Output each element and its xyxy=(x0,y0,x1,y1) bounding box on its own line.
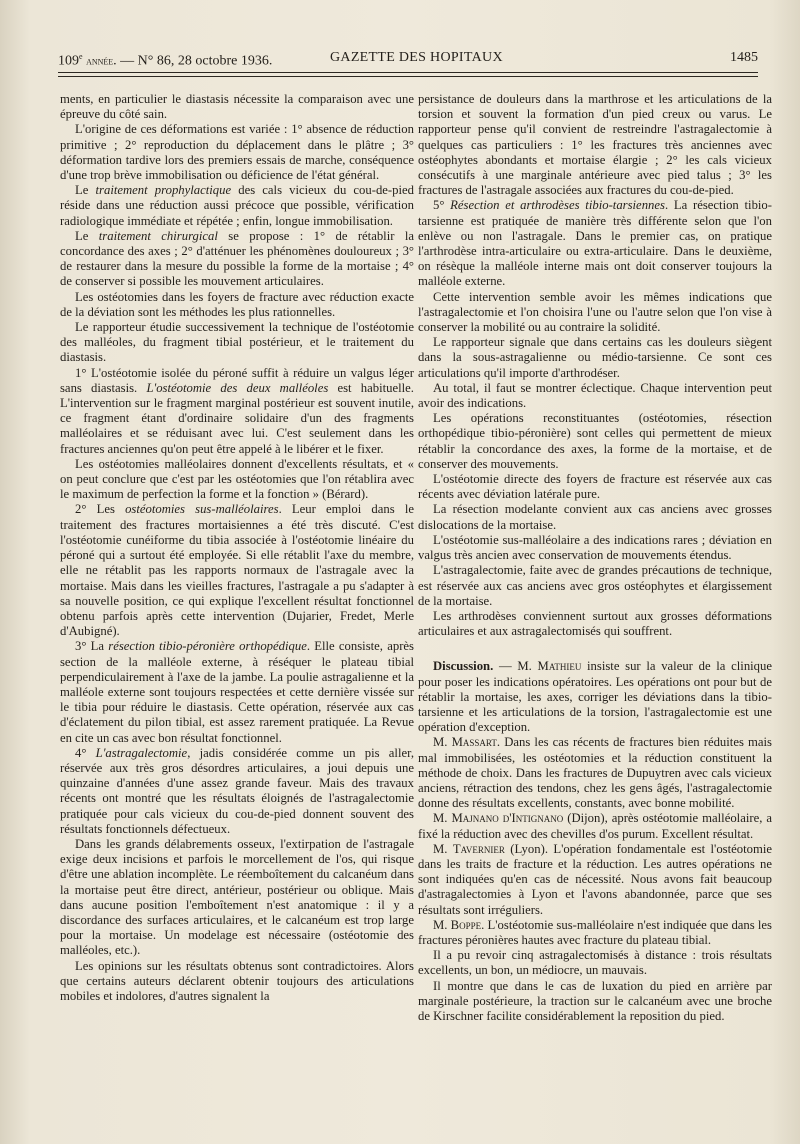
speaker-name: Majnano d'Intignano xyxy=(451,811,564,826)
paragraph: Les arthrodèses conviennent surtout aux grosses déformations articulaires et aux astragalectomisés qui souffrent. xyxy=(418,608,772,639)
paragraph: Cette intervention semble avoir les mêmes indications que l'astragalectomie et l'on choisira l'une ou l'autre selon que l'on vise à conserver la mobilité ou au contraire la solidité. xyxy=(418,289,772,335)
header-rule xyxy=(58,72,758,73)
paragraph: 4° L'astragalectomie, jadis considérée comme un pis aller, réservée aux très gros désordres articulaires, a joui depuis une quinzaine d'années d'une assez grande faveur. Mais des travaux récents ont montré que les résultats éloignés de l'astragalectomie pratiquée pour cals vicieux du cou-de-pied donnent souvent des résultats fonctionnels défectueux. xyxy=(60,745,414,836)
paragraph: 2° Les ostéotomies sus-malléolaires. Leur emploi dans le traitement des fractures mortaisiennes a été très discuté. C'est l'ostéotomie cunéiforme du tibia associée à l'ostéotomie linéaire du péroné qui a surtout été employée. Si elle rétablit l'axe du membre, elle ne rétablit pas les rapports normaux de l'astragale avec la mortaise. Mais dans les vieilles fractures, l'astragale a pu s'adapter à sa nouvelle position, ce qui explique l'excellent résultat fonctionnel obtenu parfois après cette intervention (Dujarier, Fredet, Merle d'Aubigné). xyxy=(60,502,414,639)
paragraph: Dans les grands délabrements osseux, l'extirpation de l'astragale exige deux incisions et parfois le morcellement de l'os, qui risque d'être une ablation incomplète. Le réemboîtement du calcanéum dans la mortaise peut être direct, antérieur, postérieur ou oblique. Mais dans aucune position l'emboîtement n'est anatomique : il y a discordance des surfaces articulaires, et le calcanéum est trop large pour la mortaise. Un modelage est nécessaire (ostéotomie des malléoles, etc.). xyxy=(60,836,414,958)
speaker-name: Boppe xyxy=(450,917,482,932)
discussion-paragraph: Il a pu revoir cinq astragalectomisés à distance : trois résultats excellents, un bon, un médiocre, un mauvais. xyxy=(418,948,772,978)
paragraph: L'origine de ces déformations est variée : 1° absence de réduction primitive ; 2° reproduction du déplacement dans le plâtre ; 3° déformation tardive lors des premiers essais de marche, conséquence d'une trop brève immobilisation ou déficience de l'état général. xyxy=(60,122,414,183)
discussion-paragraph: M. Majnano d'Intignano (Dijon), après ostéotomie malléolaire, a fixé la réduction avec des chevilles d'os purum. Excellent résultat. xyxy=(418,811,772,841)
paragraph: Les opinions sur les résultats obtenus sont contradictoires. Alors que certains auteurs déclarent obtenir toujours des articulations mobiles et indolores, d'autres signalent la xyxy=(60,958,414,1003)
discussion-paragraph: M. Tavernier (Lyon). L'opération fondamentale est l'ostéotomie dans les traits de fracture et la réduction. Les autres opérations ne sont indiquées qu'en cas de nécessité. Nous avons fait beaucoup d'astragalectomies à Lyon et l'avons abandonnée, parce que ses résultats sont irréguliers. xyxy=(418,841,773,917)
paragraph: Les opérations reconstituantes (ostéotomies, résection orthopédique tibio-péronière) sont celles qui permettent de mieux rétablir la concordance des axes, la forme de la mortaise, et de conserver des mouvements. xyxy=(418,411,772,471)
paragraph: L'ostéotomie directe des foyers de fracture est réservée aux cas récents avec déviation latérale pure. xyxy=(418,472,772,502)
left-column xyxy=(60,92,414,1004)
page-number: 1485 xyxy=(730,50,758,65)
header-rule-thin xyxy=(58,76,758,77)
paragraph: Le rapporteur étudie successivement la technique de l'ostéotomie des malléoles, du fragment tibial postérieur, et le traitement du diastasis. xyxy=(60,320,414,365)
paragraph: Le rapporteur signale que dans certains cas les douleurs siègent dans la sous-astragalienne ou médio-tarsienne. Ce sont ces articulations qu'il importe d'arthrodéser. xyxy=(418,335,772,380)
discussion-heading: Discussion. xyxy=(433,659,494,674)
paragraph: Les ostéotomies malléolaires donnent d'excellents résultats, et « on peut conclure que c'est par les ostéotomies que l'on rétablira avec le maximum de perfection la forme et la fonction » (Bérard). xyxy=(60,456,414,502)
paragraph: La résection modelante convient aux cas anciens avec grosses dislocations de la mortaise. xyxy=(418,502,772,532)
discussion-paragraph: M. Massart. Dans les cas récents de fractures bien réduites mais mal immobilisées, les ostéotomies et la réduction constituent la méthode de choix. Dans les fractures de Dupuytren avec cals vicieux anciens, rétraction des tendons, chez les gens âgés, l'astragalectomie donne des résultats excellents, constants, avec bonne mobilité. xyxy=(418,735,772,811)
paragraph: persistance de douleurs dans la marthrose et les articulations de la torsion et souvent la formation d'un pied creux ou varus. Le rapporteur pense qu'il convient de restreindre l'astragalectomie à quelques cas particuliers : 1° les fractures très anciennes avec ostéophytes abondants et mortaise élargie ; 2° les cals vicieux consécutifs à une marginale antérieure avec pied talus ; 3° les fractures de l'astragale associées aux fractures du cou-de-pied. xyxy=(418,92,772,198)
journal-title: GAZETTE DES HOPITAUX xyxy=(330,50,503,65)
discussion-paragraph: Discussion. — M. Mathieu insiste sur la valeur de la clinique pour poser les indications opératoires. Les opérations ont pour but de rétablir la mortaise, les axes, corriger les déviations dans la tibio-tarsienne et les articulations de la torsion, l'astragalectomie est une opération d'exception. xyxy=(418,659,773,735)
speaker-name: Mathieu xyxy=(537,659,582,674)
paragraph: Les ostéotomies dans les foyers de fracture avec réduction exacte de la déviation sont les méthodes les plus rationnelles. xyxy=(60,289,414,319)
discussion-paragraph: Il montre que dans le cas de luxation du pied en arrière par marginale postérieure, la traction sur le calcanéum avec une broche de Kirschner facilite considérablement la reposition du pied. xyxy=(418,978,772,1023)
paragraph: L'astragalectomie, faite avec de grandes précautions de technique, est réservée aux cas anciens avec gros ostéophytes et élargissement de la mortaise. xyxy=(418,563,772,608)
right-column xyxy=(418,92,772,1024)
paragraph: ments, en particulier le diastasis nécessite la comparaison avec une épreuve du côté sain. xyxy=(60,92,414,122)
issue-info: 109e année. — N° 86, 28 octobre 1936. xyxy=(58,52,273,69)
speaker-name: Massart xyxy=(451,735,497,750)
paragraph: Le traitement prophylactique des cals vicieux du cou-de-pied réside dans une réduction aussi précoce que possible, vérification radiologique immédiate et répétée ; enfin, longue immobilisation. xyxy=(60,183,415,228)
paragraph: Au total, il faut se montrer éclectique. Chaque intervention peut avoir des indications. xyxy=(418,380,772,411)
discussion-paragraph: M. Boppe. L'ostéotomie sus-malléolaire n'est indiquée que dans les fractures péronières hautes avec fracture du plateau tibial. xyxy=(418,917,772,947)
paragraph: L'ostéotomie sus-malléolaire a des indications rares ; déviation en valgus très ancien avec conservation de mouvements étendus. xyxy=(418,532,772,563)
speaker-name: Tavernier xyxy=(452,841,505,856)
running-header xyxy=(58,48,758,70)
paragraph: 1° L'ostéotomie isolée du péroné suffit à réduire un valgus léger sans diastasis. L'ostéotomie des deux malléoles est habituelle. L'intervention sur le fragment marginal postérieur est souvent inutile, ce fragment étant d'ordinaire solidaire d'un des fragments malléolaires et se réduisant avec lui. C'est seulement dans les fractures anciennes qu'on peut être appelé à le libérer et le fixer. xyxy=(60,365,414,456)
paragraph: 5° Résection et arthrodèses tibio-tarsiennes. La résection tibio-tarsienne est pratiquée de manière très différente selon que l'on enlève ou non l'astragale. Dans le premier cas, on pratique l'arthrodèse intra-articulaire ou extra-articulaire. Dans le deuxième, on résèque la malléole interne mais ont doit conserver toujours la malléole externe. xyxy=(418,198,773,289)
paragraph: 3° La résection tibio-péronière orthopédique. Elle consiste, après section de la malléole externe, à réséquer le plateau tibial perpendiculairement à l'axe de la jambe. La poulie astragalienne et la malléole externe sont toujours respectées et cette dernière vissée sur le tibia pour réduire le diastasis. Cette opération, réservée aux cas d'éclatement du pilon tibial, est assez rarement pratiquée. La Revue en cite un cas avec bon résultat fonctionnel. xyxy=(60,639,414,745)
paragraph: Le traitement chirurgical se propose : 1° de rétablir la concordance des axes ; 2° d'atténuer les phénomènes douloureux ; 3° de restaurer dans la mesure du possible la forme de la mortaise ; 4° de conserver si possible les mouvement articulaires. xyxy=(60,228,414,289)
